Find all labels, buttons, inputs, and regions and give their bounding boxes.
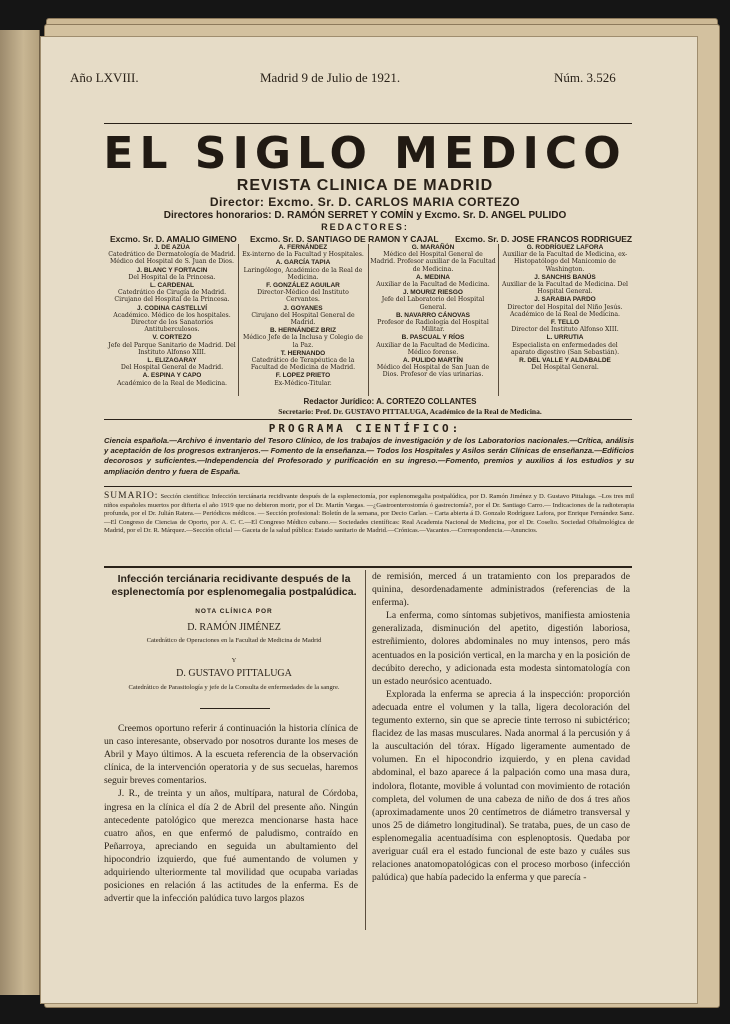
editor-name: A. FERNÁNDEZ: [278, 244, 328, 251]
editors-column-2: [240, 244, 366, 388]
editor-name: F. GONZÁLEZ AGUILAR: [266, 282, 340, 290]
editor-name: L. CARDENAL: [149, 282, 195, 290]
editor-description: Académico. Médico de los hospitales. Director de los Sanatorios Antituberculosos.: [113, 311, 231, 334]
sumario: [104, 492, 634, 536]
editor-name: J. DE AZÚA: [154, 244, 190, 251]
section-rule: [104, 566, 632, 568]
editor-name: G. RODRÍGUEZ LAFORA: [526, 244, 604, 251]
editors-label: REDACTORES:: [321, 222, 409, 232]
editor-name: J. GOYANES: [283, 304, 323, 312]
article-paragraph: La enferma, como síntomas subjetivos, manifiesta amiostenia generalizada, disminución del apetito, digestión laboriosa, estreñimiento, dolores abdominales no muy intensos, pero más acentuados en la posición vertical, en la marcha y en la posición de decúbito derecho, y adicionada esta modesta sintomatología con un estado neurósico acentuado.: [372, 610, 630, 687]
editor-head-1: Excmo. Sr. D. AMALIO GIMENO: [110, 234, 237, 244]
legal-editor: Redactor Jurídico: A. CORTEZO COLLANTES: [303, 397, 477, 406]
editor-description: Catedrático de Cirugía de Madrid. Cirujano del Hospital de la Princesa.: [114, 289, 230, 304]
editor-description: Del Hospital General.: [531, 364, 599, 372]
editor-name: V. CORTEZO: [152, 334, 192, 342]
editor-description: Jefe del Laboratorio del Hospital General.: [381, 296, 485, 311]
editor-description: Director del Hospital del Niño Jesús. Académico de la Real de Medicina.: [507, 303, 623, 318]
editor-name: J. BLANC Y FORTACIN: [136, 266, 208, 274]
masthead-honorary: Directores honorarios: D. RAMÓN SERRET Y COMÍN y Excmo. Sr. D. ANGEL PULIDO: [163, 210, 567, 221]
editor-head-3: Excmo. Sr. D. JOSE FRANCOS RODRIGUEZ: [455, 234, 633, 244]
editor-name: A. GARCÍA TAPIA: [275, 259, 331, 267]
editor-name: G. MARAÑÓN: [411, 244, 455, 251]
article-title: Infección terciánaria recidivante después de la esplenectomía por esplenomegalia postpalúdica.: [111, 573, 357, 598]
editor-description: Médico del Hospital de San Juan de Dios. Profesor de vías urinarias.: [376, 364, 490, 379]
editor-description: Auxiliar de la Facultad de Medicina.: [376, 281, 490, 289]
editor-name: L. URRUTIA: [546, 334, 584, 342]
header-rule: [104, 123, 632, 124]
article-paragraph: Explorada la enferma se aprecia á la inspección: proporción adecuada entre el volumen y la talla, ligera decoloración del tegumento externo, sin que se aprecie tinte terroso ni subictérico; flacidez de las masas musculares. Nada anormal á la percusión y á la auscultación del tórax. Hígado ligeramente aumentado de volumen. En el hipocondrio izquierdo, y en plena cavidad abdominal, el bazo aparece á la palpación como una masa dura, indolora, flotante, movible á voluntad con movimiento de rotación completa, del volumen de una cabeza de niño de dos á tres años (aproximadamente unos 20 centímetros de diámetro transversal y unos 25 de diámetro longitudinal). Se trataba, pues, de un caso de esplenomegalia acentuadísima con esplenoptosis. Quedaba por averiguar cuál era el estado funcional de este bazo y cuáles sus relaciones anatomopatológicas con el proceso morboso (infección palúdica) que había padecido la enferma y que parecía -: [372, 688, 630, 884]
editor-name: B. NAVARRO CÁNOVAS: [395, 311, 471, 319]
editor-name: J. MOURIZ RIESGO: [403, 289, 463, 297]
programa-title: PROGRAMA CIENTÍFICO:: [268, 422, 462, 435]
year-label: Año LXVIII.: [70, 70, 139, 85]
column-divider: [498, 244, 499, 396]
sumario-text: Sección científica: Infección terciánaria recidivante después de la esplenectomía, por esplenomegalia postpalúdica, por D. Ramón Jiménez y D. Gustavo Pittaluga. –Los tres mil niños españoles muertos por difteria el año 1919 que no debieron morir, por el Dr. Martín Vargas. —¿Gastroenterostomía ó gastrectomía?, por el Dr. Santiago Carro.— Indicaciones de la radioterapia profunda, por el Dr. Julián Ratera.— Periódicos médicos. — Sección profesional: Boletín de la semana, por Decio Carlan. – Carta abierta á D. Gonzalo Rodríguez Lafora, por Enrique Fernández Sanz.—El Congreso de Ciencias de Oporto, por A. C. C.—El Congreso Médico cubano.— Sociedades científicas: Real Academia Nacional de Medicina, por el Dr. Coselio. Sociedad Oftalmológica de Madrid, por el Dr. R. Márquez.—Sección oficial — Gaceta de la salud pública: Estado sanitario de Madrid.—Crónicas.—Vacantes.—Correspondencia.—Anuncios.: [104, 493, 634, 535]
article-and: Y: [231, 657, 237, 664]
section-rule: [104, 419, 632, 420]
editor-name: A. PULIDO MARTÍN: [403, 357, 463, 365]
section-rule: [104, 486, 632, 487]
issue-header: [70, 70, 630, 88]
masthead-title: EL SIGLO MEDICO: [103, 128, 627, 179]
editor-name: B. HERNÁNDEZ BRIZ: [269, 327, 337, 335]
editor-head-2: Excmo. Sr. D. SANTIAGO DE RAMON Y CAJAL: [250, 234, 439, 244]
editor-description: Laringólogo, Académico de la Real de Medicina.: [243, 266, 363, 281]
editor-name: A. MEDINA: [416, 273, 450, 281]
editor-description: Especialista en enfermedades del aparato digestivo (San Sebastián).: [510, 341, 620, 356]
article-affiliation-1: Catedrático de Operaciones en la Facultad de Medicina de Madrid: [146, 637, 322, 644]
editor-name: L. ELIZAGARAY: [147, 357, 197, 365]
editor-description: Médico del Hospital General de Madrid. Profesor auxiliar de la Facultad de Medicina.: [370, 251, 496, 273]
column-divider: [368, 244, 369, 396]
editor-description: Del Hospital de la Princesa.: [128, 273, 216, 281]
masthead-director: Director: Excmo. Sr. D. CARLOS MARIA CORTEZO: [209, 195, 521, 209]
editor-description: Auxiliar de la Facultad de Medicina. Del Hospital General.: [502, 281, 628, 296]
editor-name: R. DEL VALLE Y ALDABALDE: [519, 357, 611, 365]
editor-description: Director-Médico del Instituto Cervantes.: [257, 289, 349, 304]
column-divider: [365, 570, 366, 930]
editor-description: Ex-Médico-Titular.: [274, 379, 332, 387]
editor-name: T. HERNANDO: [280, 349, 326, 357]
article-author-2: D. GUSTAVO PITTALUGA: [176, 668, 292, 679]
editor-description: Jefe del Parque Sanitario de Madrid. Del Instituto Alfonso XIII.: [108, 341, 236, 356]
article-paragraph: J. R., de treinta y un años, multípara, natural de Córdoba, ingresa en la clínica el día 2 de Abril del presente año. Ningún antecedente patológico que merezca mencionarse hasta hace cuatro años, en que enfermó de paludismo, contraído en Peñarroya, apreciando en seguida un abultamiento del hipocondrio izquierdo, que fué aumentando de volumen y adquiriendo ulteriormente tal movilidad que ocupaba variadas posiciones en relación á las actitudes de la enferma. Es de advertir que la infección palúdica tuvo largos plazos: [104, 788, 358, 905]
sumario-label: SUMARIO:: [104, 491, 159, 501]
editor-name: J. SANCHIS BANÚS: [534, 273, 596, 281]
column-divider: [238, 244, 239, 396]
editor-name: A. ESPINA Y CAPO: [142, 372, 202, 380]
article-paragraph: de remisión, merced á un tratamiento con los preparados de quinina, desordenadamente administrados (referencias de la enferma).: [372, 571, 630, 609]
secretary: Secretario: Prof. Dr. GUSTAVO PITTALUGA, Académico de la Real de Medicina.: [278, 407, 542, 416]
editor-description: Cirujano del Hospital General de Madrid.: [251, 311, 355, 327]
issue-number: Núm. 3.526: [554, 70, 616, 85]
editor-description: Médico Jefe de la Inclusa y Colegio de la Paz.: [243, 334, 363, 349]
article-note: NOTA CLÍNICA POR: [195, 608, 273, 615]
editors-column-1: [108, 244, 236, 388]
editor-name: J. CODINA CASTELLVÍ: [136, 304, 208, 312]
article-paragraph: Creemos oportuno referir á continuación la historia clínica de un caso interesante, observado por nosotros durante los meses de Abril y Mayo últimos. A la escueta referencia de la observación clínica, de la intervención operatoria y de sus secuelas, haremos seguir breves comentarios.: [104, 723, 358, 787]
date-label: Madrid 9 de Julio de 1921.: [260, 70, 401, 85]
article-body-left: [104, 722, 358, 905]
editor-name: F. LOPEZ PRIETO: [275, 372, 331, 380]
article-author-1: D. RAMÓN JIMÉNEZ: [187, 622, 281, 633]
article-affiliation-2: Catedrático de Parasitología y jefe de la Consulta de enfermedades de la sangre.: [128, 684, 340, 691]
programa-text: Ciencia española.—Archivo é inventario del Tesoro Clínico, de los trabajos de investigación y de los Laboratorios nacionales.—Crítica, análisis y aceptación de los progresos extranjeros.— Fomento de la enseñanza.— Todos los Hospitales y Asilos serán Clínicas de enseñanza.—Edificios decorosos y suficientes.—Independencia del Profesorado y purificación en su ingreso.—Fomento, premios y auxilios á los estudios y su ampliación dentro y fuera de España.: [104, 436, 634, 476]
editor-description: Del Hospital General de Madrid.: [120, 364, 224, 372]
editor-description: Director del Instituto Alfonso XIII.: [511, 326, 619, 334]
editor-description: Ex-interno de la Facultad y Hospitales.: [242, 251, 364, 259]
editor-description: Profesor de Radiología del Hospital Militar.: [377, 319, 489, 334]
editors-column-4: [500, 244, 630, 372]
title-rule: [200, 708, 270, 709]
editor-description: Auxiliar de la Facultad de Medicina, ex-Histopatólogo del Manicomio de Washington.: [502, 251, 628, 273]
editor-name: J. SARABIA PARDO: [534, 296, 596, 304]
masthead-subtitle: REVISTA CLINICA DE MADRID: [236, 177, 494, 194]
editor-description: Auxiliar de la Facultad de Medicina. Médico forense.: [376, 341, 490, 356]
editor-description: Académico de la Real de Medicina.: [116, 379, 228, 387]
editor-description: Catedrático de Dermatología de Madrid. Médico del Hospital de S. Juan de Dios.: [108, 251, 236, 266]
article-body-right: [372, 570, 630, 884]
editor-name: B. PASCUAL Y RÍOS: [401, 334, 465, 342]
editor-description: Catedrático de Terapéutica de la Facultad de Medicina de Madrid.: [250, 357, 356, 372]
editors-column-3: [370, 244, 496, 380]
editor-name: F. TELLO: [550, 319, 580, 327]
